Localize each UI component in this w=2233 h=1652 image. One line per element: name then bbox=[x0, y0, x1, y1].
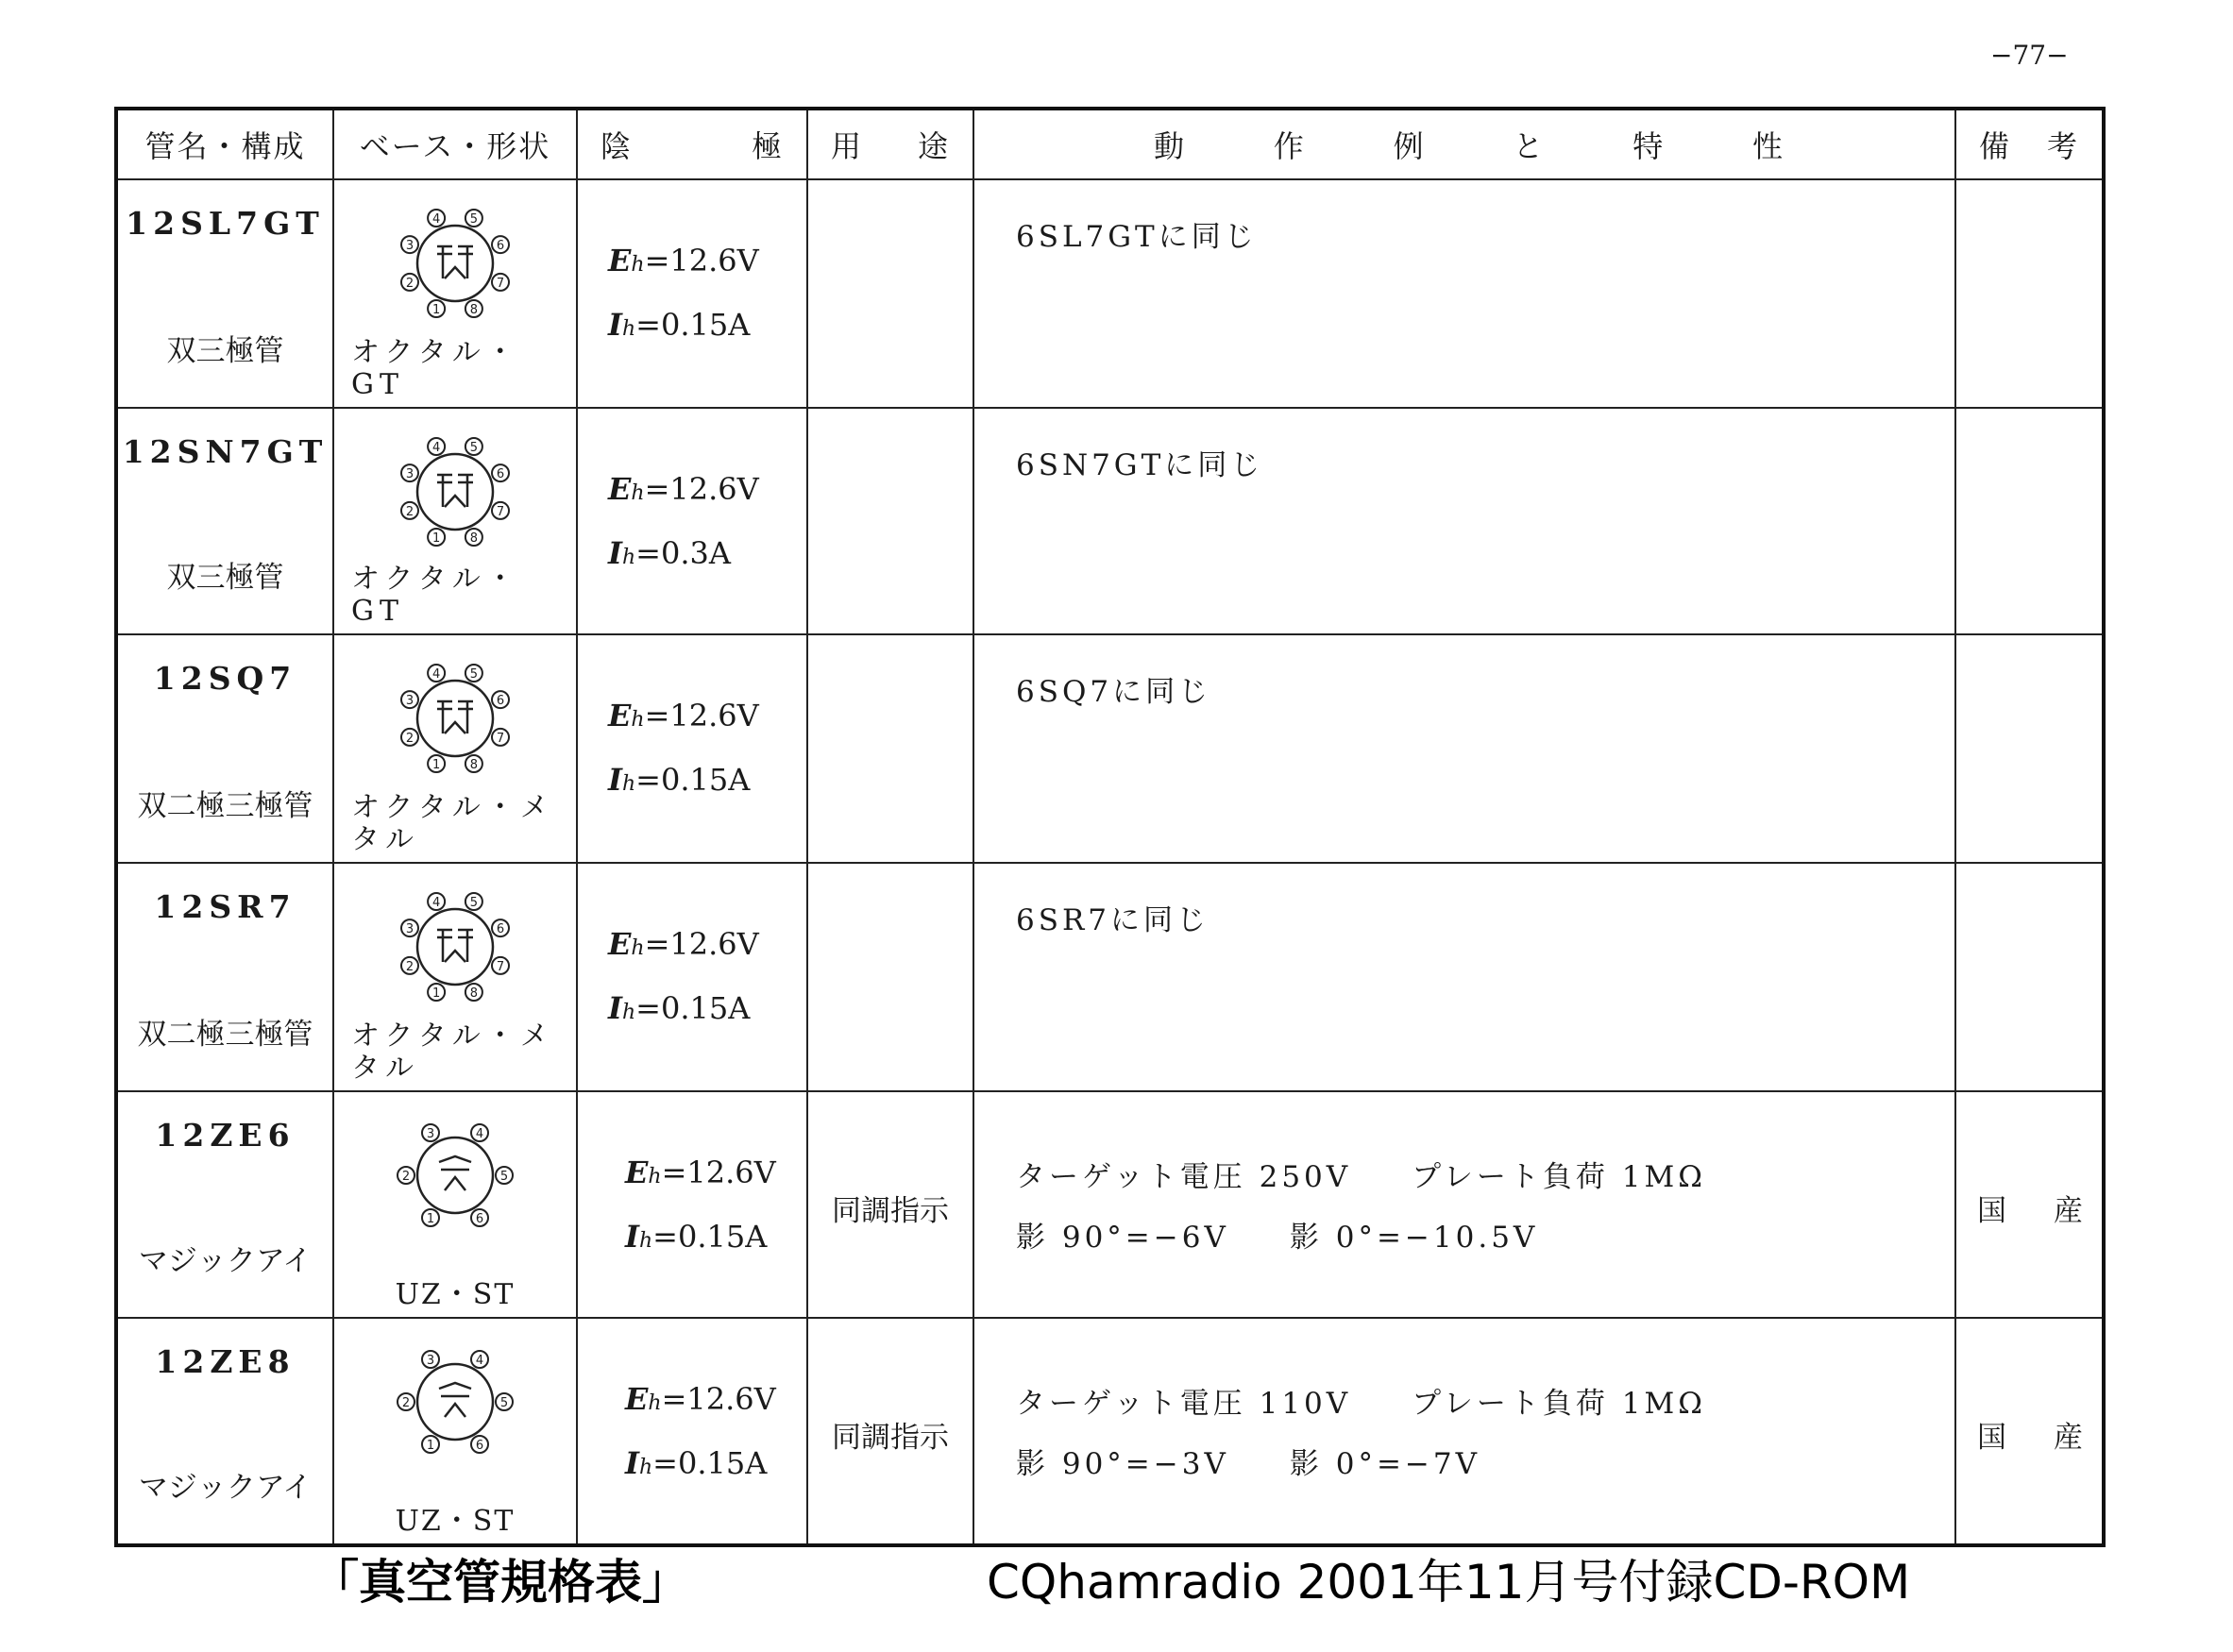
pin-number: 7 bbox=[496, 731, 505, 746]
base-shape: UZ・ST bbox=[395, 1278, 516, 1311]
pin-number: 7 bbox=[496, 959, 505, 974]
op-target-voltage: ターゲット電圧 250V bbox=[1016, 1160, 1352, 1194]
cell-remarks bbox=[1955, 179, 2104, 408]
header-op-2: 作 bbox=[1273, 128, 1306, 164]
remark-text: 国 産 bbox=[1977, 1194, 2083, 1228]
table-row bbox=[116, 408, 2104, 634]
header-operation bbox=[973, 109, 1955, 179]
heater-voltage: Eh=12.6V bbox=[625, 1155, 776, 1190]
pin-number: 8 bbox=[469, 531, 479, 546]
cell-base bbox=[333, 863, 577, 1091]
tube-kind: マジックアイ bbox=[138, 1244, 313, 1278]
pin-number: 1 bbox=[431, 986, 441, 1001]
heater-voltage: Eh=12.6V bbox=[608, 471, 759, 507]
header-cathode-2: 極 bbox=[751, 128, 784, 164]
tube-kind: 双三極管 bbox=[166, 561, 284, 595]
cell-remarks bbox=[1955, 408, 2104, 634]
op-shadow-90: 影 90°=−3V bbox=[1016, 1447, 1229, 1481]
cell-name bbox=[116, 179, 333, 408]
cell-usage bbox=[807, 179, 973, 408]
pin-number: 2 bbox=[405, 959, 414, 974]
pin-number: 3 bbox=[426, 1127, 435, 1141]
tube-name: 12ZE8 bbox=[155, 1343, 296, 1380]
cell-usage bbox=[807, 634, 973, 863]
base-shape: オクタル・メタル bbox=[351, 791, 554, 856]
pin-diagram bbox=[375, 188, 535, 339]
cell-cathode bbox=[577, 408, 807, 634]
tube-name: 12ZE6 bbox=[155, 1117, 296, 1154]
heater-current: Ih=0.15A bbox=[608, 990, 751, 1026]
pin-diagram bbox=[375, 1100, 535, 1251]
op-plate-load: プレート負荷 1MΩ bbox=[1412, 1387, 1706, 1421]
pin-number: 4 bbox=[431, 896, 441, 910]
op-text: 6SQ7に同じ bbox=[1016, 675, 1212, 709]
cell-base bbox=[333, 634, 577, 863]
heater-voltage: Eh=12.6V bbox=[608, 698, 759, 733]
cell-operation bbox=[973, 1318, 1955, 1545]
pin-number: 4 bbox=[431, 212, 441, 227]
cell-cathode bbox=[577, 634, 807, 863]
pin-number: 5 bbox=[469, 896, 479, 910]
pin-number: 6 bbox=[475, 1212, 484, 1226]
pin-number: 6 bbox=[496, 239, 505, 254]
op-text: 6SL7GTに同じ bbox=[1016, 220, 1258, 254]
pin-number: 2 bbox=[405, 276, 414, 291]
tube-name: 12SQ7 bbox=[153, 660, 297, 697]
pin-number: 8 bbox=[469, 303, 479, 317]
cell-base bbox=[333, 1091, 577, 1318]
cell-usage bbox=[807, 1318, 973, 1545]
pin-number: 8 bbox=[469, 986, 479, 1001]
pin-number: 1 bbox=[431, 531, 441, 546]
header-op-1: 動 bbox=[1154, 128, 1187, 164]
heater-current: Ih=0.3A bbox=[608, 535, 731, 571]
pin-number: 3 bbox=[405, 922, 414, 937]
pin-number: 4 bbox=[475, 1354, 484, 1368]
header-row bbox=[116, 109, 2104, 179]
op-target-voltage: ターゲット電圧 110V bbox=[1016, 1387, 1352, 1421]
pin-number: 3 bbox=[405, 239, 414, 254]
header-remarks bbox=[1955, 109, 2104, 179]
header-usage bbox=[807, 109, 973, 179]
op-line-1 bbox=[1016, 1153, 1706, 1195]
cell-name bbox=[116, 863, 333, 1091]
op-text: 6SR7に同じ bbox=[1016, 903, 1210, 937]
cell-cathode bbox=[577, 1091, 807, 1318]
header-op-3: 例 bbox=[1393, 128, 1426, 164]
base-shape: UZ・ST bbox=[395, 1505, 516, 1538]
pin-number: 6 bbox=[496, 467, 505, 482]
cell-cathode bbox=[577, 179, 807, 408]
header-remarks-2: 考 bbox=[2046, 128, 2079, 164]
pin-diagram bbox=[375, 871, 535, 1022]
usage-text: 同調指示 bbox=[832, 1194, 949, 1228]
pin-number: 4 bbox=[431, 441, 441, 455]
cell-usage bbox=[807, 863, 973, 1091]
cell-operation bbox=[973, 179, 1955, 408]
table-row bbox=[116, 179, 2104, 408]
footer-title: 「真空管規格表」 bbox=[312, 1555, 689, 1610]
cell-base bbox=[333, 179, 577, 408]
pin-diagram bbox=[375, 1326, 535, 1477]
cell-cathode bbox=[577, 1318, 807, 1545]
pin-number: 3 bbox=[426, 1354, 435, 1368]
tube-spec-table bbox=[114, 107, 2106, 1547]
header-op-6: 性 bbox=[1751, 128, 1785, 164]
tube-kind: 双三極管 bbox=[166, 334, 284, 368]
header-base: ベース・形状 bbox=[333, 109, 577, 179]
tube-kind: 双二極三極管 bbox=[137, 789, 313, 823]
pin-diagram bbox=[375, 416, 535, 567]
header-cathode-1: 陰 bbox=[601, 128, 634, 164]
pin-number: 2 bbox=[405, 504, 414, 519]
table-row bbox=[116, 863, 2104, 1091]
pin-number: 6 bbox=[496, 922, 505, 937]
pin-number: 1 bbox=[431, 303, 441, 317]
op-line-2 bbox=[1016, 1440, 1480, 1482]
tube-kind: マジックアイ bbox=[138, 1471, 313, 1505]
header-name: 管名・構成 bbox=[116, 109, 333, 179]
heater-current: Ih=0.15A bbox=[625, 1445, 768, 1481]
heater-voltage: Eh=12.6V bbox=[625, 1381, 776, 1417]
cell-base bbox=[333, 408, 577, 634]
cell-operation bbox=[973, 863, 1955, 1091]
pin-number: 4 bbox=[475, 1127, 484, 1141]
usage-text: 同調指示 bbox=[832, 1421, 949, 1455]
pin-diagram bbox=[375, 643, 535, 794]
header-op-5: 特 bbox=[1632, 128, 1666, 164]
pin-number: 3 bbox=[405, 694, 414, 709]
pin-number: 5 bbox=[499, 1170, 509, 1184]
op-line-1 bbox=[1016, 1379, 1706, 1422]
cell-usage bbox=[807, 1091, 973, 1318]
cell-remarks bbox=[1955, 634, 2104, 863]
table-row bbox=[116, 634, 2104, 863]
table-row bbox=[116, 1091, 2104, 1318]
cell-name bbox=[116, 408, 333, 634]
pin-number: 5 bbox=[499, 1396, 509, 1410]
cell-operation bbox=[973, 634, 1955, 863]
header-op-4: と bbox=[1513, 128, 1546, 164]
cell-base bbox=[333, 1318, 577, 1545]
pin-number: 1 bbox=[426, 1212, 435, 1226]
cell-name bbox=[116, 1318, 333, 1545]
pin-number: 6 bbox=[496, 694, 505, 709]
pin-number: 5 bbox=[469, 667, 479, 682]
cell-remarks bbox=[1955, 863, 2104, 1091]
cell-operation bbox=[973, 1091, 1955, 1318]
pin-number: 1 bbox=[431, 758, 441, 772]
heater-current: Ih=0.15A bbox=[608, 762, 751, 798]
op-shadow-0: 影 0°=−10.5V bbox=[1289, 1221, 1539, 1255]
header-remarks-1: 備 bbox=[1979, 128, 2012, 164]
page-number: −77− bbox=[1990, 40, 2069, 71]
tube-name: 12SR7 bbox=[154, 888, 296, 925]
pin-number: 2 bbox=[405, 731, 414, 746]
tube-name: 12SL7GT bbox=[126, 205, 325, 242]
pin-number: 8 bbox=[469, 758, 479, 772]
op-shadow-0: 影 0°=−7V bbox=[1289, 1447, 1481, 1481]
op-plate-load: プレート負荷 1MΩ bbox=[1412, 1160, 1706, 1194]
cell-cathode bbox=[577, 863, 807, 1091]
pin-number: 2 bbox=[401, 1396, 411, 1410]
pin-number: 6 bbox=[475, 1439, 484, 1453]
base-shape: オクタル・GT bbox=[351, 336, 520, 401]
heater-voltage: Eh=12.6V bbox=[608, 243, 759, 278]
cell-remarks bbox=[1955, 1318, 2104, 1545]
table-row bbox=[116, 1318, 2104, 1545]
heater-current: Ih=0.15A bbox=[608, 307, 751, 343]
header-usage-2: 途 bbox=[917, 128, 950, 164]
tube-kind: 双二極三極管 bbox=[137, 1018, 313, 1052]
base-shape: オクタル・メタル bbox=[351, 1020, 554, 1085]
heater-voltage: Eh=12.6V bbox=[608, 926, 759, 962]
cell-name bbox=[116, 1091, 333, 1318]
pin-number: 7 bbox=[496, 276, 505, 291]
header-usage-1: 用 bbox=[831, 128, 864, 164]
pin-number: 5 bbox=[469, 441, 479, 455]
base-shape: オクタル・GT bbox=[351, 563, 520, 628]
pin-number: 2 bbox=[401, 1170, 411, 1184]
heater-current: Ih=0.15A bbox=[625, 1219, 768, 1255]
pin-number: 7 bbox=[496, 504, 505, 519]
op-shadow-90: 影 90°=−6V bbox=[1016, 1221, 1229, 1255]
pin-number: 4 bbox=[431, 667, 441, 682]
tube-name: 12SN7GT bbox=[122, 433, 329, 470]
remark-text: 国 産 bbox=[1977, 1421, 2083, 1455]
header-cathode bbox=[577, 109, 807, 179]
cell-operation bbox=[973, 408, 1955, 634]
footer-source: CQhamradio 2001年11月号付録CD-ROM bbox=[987, 1555, 1911, 1610]
cell-name bbox=[116, 634, 333, 863]
pin-number: 5 bbox=[469, 212, 479, 227]
op-line-2 bbox=[1016, 1213, 1538, 1256]
pin-number: 1 bbox=[426, 1439, 435, 1453]
cell-remarks bbox=[1955, 1091, 2104, 1318]
pin-number: 3 bbox=[405, 467, 414, 482]
cell-usage bbox=[807, 408, 973, 634]
op-text: 6SN7GTに同じ bbox=[1016, 448, 1264, 482]
